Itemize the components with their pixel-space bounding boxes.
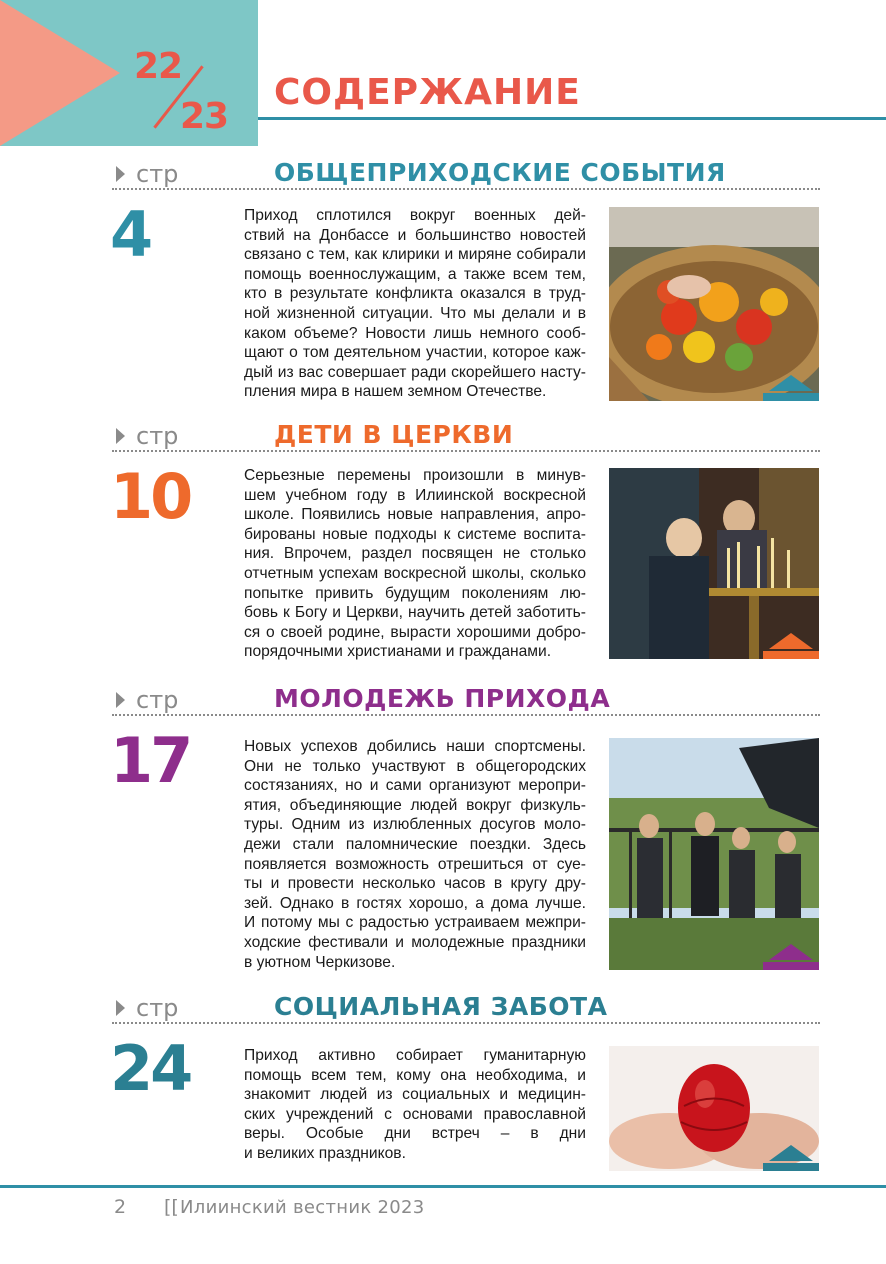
text-line: ся о своей родине, вырасти хорошими добро-	[244, 623, 586, 641]
section-title: СОЦИАЛЬНАЯ ЗАБОТА	[274, 992, 608, 1021]
text-line: Приход сплотился вокруг военных дей-	[244, 207, 586, 224]
text-line: попытке привить будущим поколениям лю-	[244, 584, 586, 602]
page-label: стр	[136, 994, 179, 1022]
text-line: бированы новые подходы к системе воспита-	[244, 525, 586, 543]
arrow-marker-icon	[116, 166, 125, 182]
text-line: помощь всем тем, кому она необходима, и	[244, 1066, 586, 1084]
text-line: щают о том деятельном участии, которое каж-	[244, 344, 586, 362]
text-line: шем учебном году в Илиинской воскресной	[244, 486, 586, 504]
text-line: бовь к Богу и Церкви, научить детей заботить-	[244, 604, 586, 622]
arrow-marker-icon	[116, 428, 125, 444]
page-title: СОДЕРЖАНИЕ	[274, 72, 581, 113]
text-line: веры. Особые дни встреч – в дни	[244, 1125, 586, 1143]
corner-arrow-icon	[763, 942, 819, 970]
text-line: кто в результате конфликта оказался в труд-	[244, 285, 586, 303]
photo-hands-red-egg	[609, 1046, 819, 1171]
section-body-text	[244, 1046, 586, 1164]
header-arrow-shape	[0, 0, 120, 146]
issue-number-top: 22	[134, 46, 183, 87]
text-line: ходские фестивали и молодежные праздники	[244, 933, 586, 951]
page-label: стр	[136, 160, 179, 188]
section-header-youth	[112, 686, 820, 716]
section-page-number: 4	[110, 198, 151, 271]
section-page-number: 17	[110, 724, 191, 797]
text-line: ния. Впрочем, раздел посвящен не столько	[244, 545, 586, 563]
text-line: в уютном Черкизове.	[244, 953, 396, 971]
corner-arrow-icon	[763, 1143, 819, 1171]
section-title: ОБЩЕПРИХОДСКИЕ СОБЫТИЯ	[274, 158, 726, 187]
section-page-number: 10	[110, 460, 191, 533]
section-header-social	[112, 994, 820, 1024]
text-line: состязаниях, но и сами организуют меропри-	[244, 777, 586, 795]
section-title: ДЕТИ В ЦЕРКВИ	[274, 420, 514, 449]
text-line: ты и провести несколько часов в кругу дру-	[244, 875, 586, 893]
text-line: дый из вас совершает ради скорейшего насту-	[244, 363, 586, 381]
issue-number-bottom: 23	[180, 96, 229, 137]
section-title: МОЛОДЕЖЬ ПРИХОДА	[274, 684, 611, 713]
text-line: Они не только участвуют в общегородских	[244, 757, 586, 775]
text-line: порядочными христианами и гражданами.	[244, 643, 552, 661]
text-line: ной жизненной ситуации. Что мы делали и в	[244, 304, 586, 322]
text-line: пления мира в нашем земном Отечестве.	[244, 383, 547, 401]
photo-maple-leaves-basket	[609, 207, 819, 401]
text-line: отчетным успехам воскресной школы, сколько	[244, 564, 586, 582]
footer-publication: Илиинский вестник 2023	[180, 1197, 425, 1218]
text-line: и великих праздников.	[244, 1144, 406, 1162]
text-line: туры. Одним из излюбленных досугов моло-	[244, 816, 586, 834]
section-body-text	[244, 206, 586, 402]
text-line: Приход активно собирает гуманитарную	[244, 1047, 586, 1064]
text-line: появляется возможность отрешиться от суе-	[244, 855, 586, 873]
text-line: ских учреждений с основами православной	[244, 1105, 586, 1123]
text-line: Новых успехов добились наши спортсмены.	[244, 738, 586, 755]
page-label: стр	[136, 686, 179, 714]
photo-youth-with-flag	[609, 738, 819, 970]
text-line: И потому мы с радостью устраиваем межпри-	[244, 914, 586, 932]
arrow-marker-icon	[116, 692, 125, 708]
text-line: дежи стали паломнические поездки. Здесь	[244, 835, 586, 853]
dotted-divider	[112, 1022, 820, 1024]
text-line: зей. Однако в гостях хорошо, а дома лучше.	[244, 894, 586, 912]
text-line: Серьезные перемены произошли в минув-	[244, 467, 586, 484]
text-line: ствий на Донбассе и большинство новостей	[244, 226, 586, 244]
footer-page-number: 2	[114, 1196, 127, 1218]
dotted-divider	[112, 188, 820, 190]
arrow-marker-icon	[116, 1000, 125, 1016]
section-body-text	[244, 466, 586, 662]
section-page-number: 24	[110, 1032, 191, 1105]
header-rule	[258, 117, 886, 120]
text-line: ятия, объединяющие людей вокруг физкуль-	[244, 796, 586, 814]
text-line: каком объеме? Новости лишь немного сооб-	[244, 324, 586, 342]
corner-arrow-icon	[763, 631, 819, 659]
corner-arrow-icon	[763, 373, 819, 401]
text-line: школе. Появились новые направления, апро-	[244, 506, 586, 524]
dotted-divider	[112, 714, 820, 716]
photo-boy-lighting-candles	[609, 468, 819, 659]
dotted-divider	[112, 450, 820, 452]
text-line: знакомит людей из социальных и медицин-	[244, 1086, 586, 1104]
section-header-events	[112, 160, 820, 190]
section-body-text	[244, 737, 586, 972]
section-header-children	[112, 422, 820, 452]
page-label: стр	[136, 422, 179, 450]
text-line: связано с тем, как клирики и миряне собирали	[244, 246, 586, 264]
footer-rule	[0, 1185, 886, 1188]
footer-bracket: [[	[164, 1196, 179, 1218]
text-line: помощь военнослужащим, а также всем тем,	[244, 265, 586, 283]
